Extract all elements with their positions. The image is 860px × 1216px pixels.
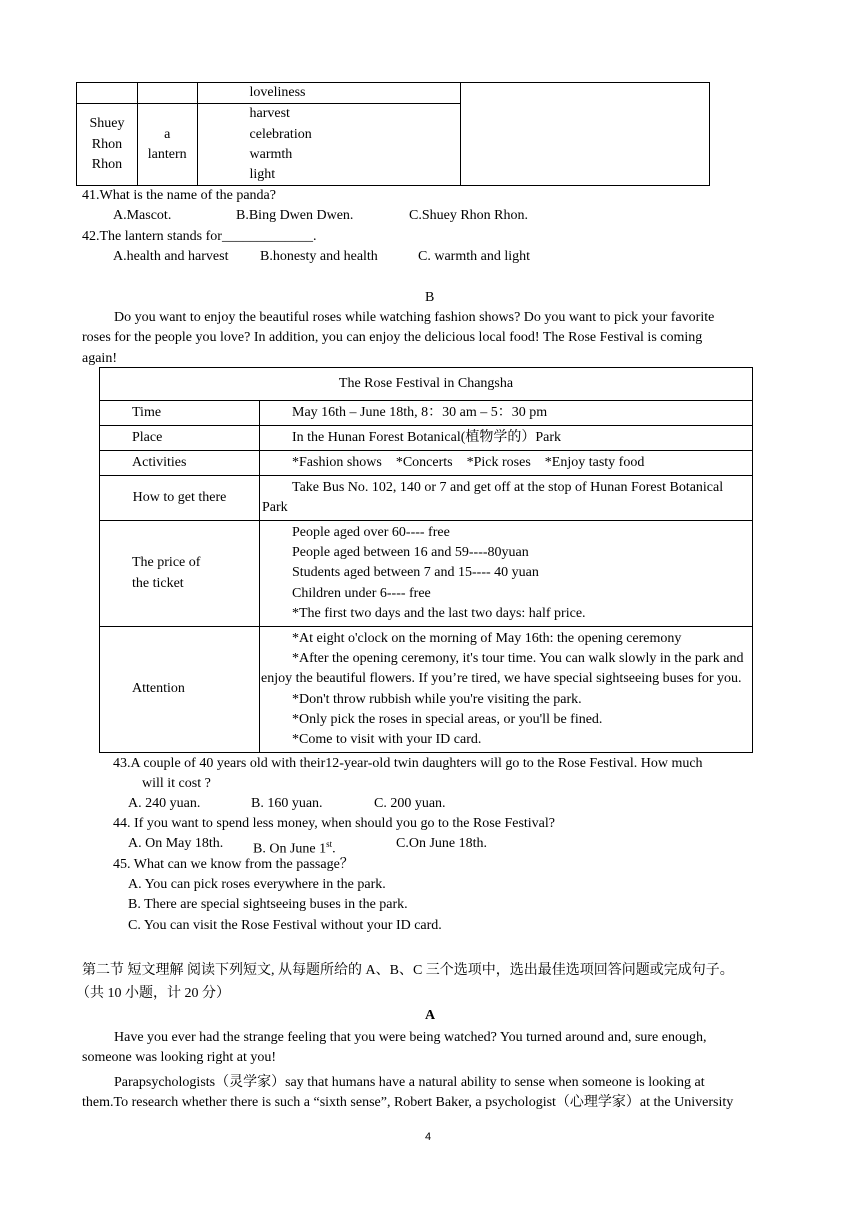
transport-line: Park xyxy=(262,500,288,515)
name-line: Rhon xyxy=(91,157,123,173)
section-2-heading-line2: （共 10 小题，计 20 分） xyxy=(76,986,230,1001)
price-line: People aged over 60---- free xyxy=(292,524,450,540)
question-43-option-a: A. 240 yuan. xyxy=(128,796,201,811)
question-41-stem: 41.What is the name of the panda? xyxy=(82,188,276,203)
passage-line: someone was looking right at you! xyxy=(82,1050,277,1066)
question-45-option-c: C. You can visit the Rose Festival without your ID card. xyxy=(128,918,442,933)
section-2-heading-line1: 第二节 短文理解 阅读下列短文, 从每题所给的 A、B、C 三个选项中，选出最佳选项回答问题或完成句子。 xyxy=(82,963,734,978)
price-line: *The first two days and the last two days: half price. xyxy=(292,605,586,621)
meaning-line: light xyxy=(249,167,276,183)
attention-line: enjoy the beautiful flowers. If you’re tired, we have special sightseeing buses for you. xyxy=(261,671,742,687)
question-42-option-b: B.honesty and health xyxy=(260,249,378,264)
question-44-option-c: C.On June 18th. xyxy=(396,836,487,851)
place-label: Place xyxy=(100,426,260,451)
meaning-line: warmth xyxy=(249,146,293,162)
activities-value: *Fashion shows *Concerts *Pick roses *Enjoy tasty food xyxy=(260,451,753,476)
name-line: Shuey xyxy=(89,116,125,132)
transport-label: How to get there xyxy=(100,476,260,521)
place-value: In the Hunan Forest Botanical(植物学的）Park xyxy=(260,426,753,451)
attention-line: *After the opening ceremony, it's tour time. You can walk slowly in the park and xyxy=(292,650,744,666)
option-b-text: B. On June 1 xyxy=(253,841,327,857)
option-b-suffix: st xyxy=(326,839,333,849)
top-cell-empty xyxy=(137,83,197,104)
price-label xyxy=(100,521,260,627)
item-line: a xyxy=(164,126,171,142)
passage-line: Have you ever had the strange feeling that you were being watched? You turned around and, sure enough, xyxy=(114,1030,707,1045)
question-42-option-c: C. warmth and light xyxy=(418,249,530,264)
question-44-stem: 44. If you want to spend less money, when should you go to the Rose Festival? xyxy=(113,816,555,831)
attention-line: *Come to visit with your ID card. xyxy=(292,732,482,748)
section-b-intro xyxy=(82,308,778,369)
question-43-option-b: B. 160 yuan. xyxy=(251,796,323,811)
question-43-stem-line1: 43.A couple of 40 years old with their12-year-old twin daughters will go to the Rose Festival. How much xyxy=(113,756,703,771)
top-cell-empty xyxy=(77,83,138,104)
passage-line: Parapsychologists（灵学家）say that humans have a natural ability to sense when someone is looking at xyxy=(114,1075,705,1090)
option-b-period: . xyxy=(332,841,336,857)
price-label-line: The price of xyxy=(132,555,201,571)
transport-line: Take Bus No. 102, 140 or 7 and get off at the stop of Hunan Forest Botanical xyxy=(292,479,724,495)
table-title: The Rose Festival in Changsha xyxy=(100,368,753,401)
question-45-stem: 45. What can we know from the passage？ xyxy=(113,857,354,872)
question-45-option-b: B. There are special sightseeing buses in the park. xyxy=(128,897,408,912)
attention-line: *Only pick the roses in special areas, or you'll be fined. xyxy=(292,711,603,727)
price-label-line: the ticket xyxy=(132,575,184,591)
question-44-option-a: A. On May 18th. xyxy=(128,836,224,851)
time-value: May 16th – June 18th, 8：30 am – 5：30 pm xyxy=(260,401,753,426)
attention-value xyxy=(260,627,753,753)
top-cell-meaning xyxy=(197,104,461,186)
question-43-option-c: C. 200 yuan. xyxy=(374,796,446,811)
top-cell-value: loveliness xyxy=(197,83,461,104)
attention-label: Attention xyxy=(100,627,260,753)
question-45-option-a: A. You can pick roses everywhere in the park. xyxy=(128,877,386,892)
passage-a-p1 xyxy=(82,1028,778,1069)
rose-festival-table xyxy=(99,367,753,753)
meaning-line: harvest xyxy=(249,106,290,122)
attention-line: *At eight o'clock on the morning of May 16th: the opening ceremony xyxy=(292,630,682,646)
transport-value xyxy=(260,476,753,521)
top-table xyxy=(76,82,710,186)
question-41-option-b: B.Bing Dwen Dwen. xyxy=(236,208,354,223)
section-letter-a: A xyxy=(425,1008,436,1023)
question-41-option-c: C.Shuey Rhon Rhon. xyxy=(409,208,529,223)
attention-line: *Don't throw rubbish while you're visiting the park. xyxy=(292,691,582,707)
top-cell-empty xyxy=(461,83,710,186)
item-line: lantern xyxy=(147,146,187,162)
top-cell-item xyxy=(137,104,197,186)
price-line: Children under 6---- free xyxy=(292,585,431,601)
price-line: Students aged between 7 and 15---- 40 yuan xyxy=(292,565,539,581)
time-label: Time xyxy=(100,401,260,426)
intro-line: again! xyxy=(82,350,117,366)
activities-label: Activities xyxy=(100,451,260,476)
price-value xyxy=(260,521,753,627)
page-number: 4 xyxy=(425,1131,432,1143)
intro-line: Do you want to enjoy the beautiful roses while watching fashion shows? Do you want to pick your favorite xyxy=(114,310,715,325)
question-43-stem-line2: will it cost ? xyxy=(142,776,211,791)
name-line: Rhon xyxy=(91,136,123,152)
price-line: People aged between 16 and 59----80yuan xyxy=(292,545,529,561)
intro-line: roses for the people you love? In addition, you can enjoy the delicious local food! The Rose Festival is coming xyxy=(82,330,703,346)
section-letter-b: B xyxy=(425,290,435,305)
passage-a-p2 xyxy=(82,1073,778,1114)
meaning-line: celebration xyxy=(249,126,312,142)
top-cell-name xyxy=(77,104,138,186)
question-42-stem: 42.The lantern stands for_____________. xyxy=(82,229,317,244)
passage-line: them.To research whether there is such a “sixth sense”, Robert Baker, a psychologist（心理学家）at the University xyxy=(82,1095,734,1111)
question-41-option-a: A.Mascot. xyxy=(113,208,172,223)
question-42-option-a: A.health and harvest xyxy=(113,249,229,264)
